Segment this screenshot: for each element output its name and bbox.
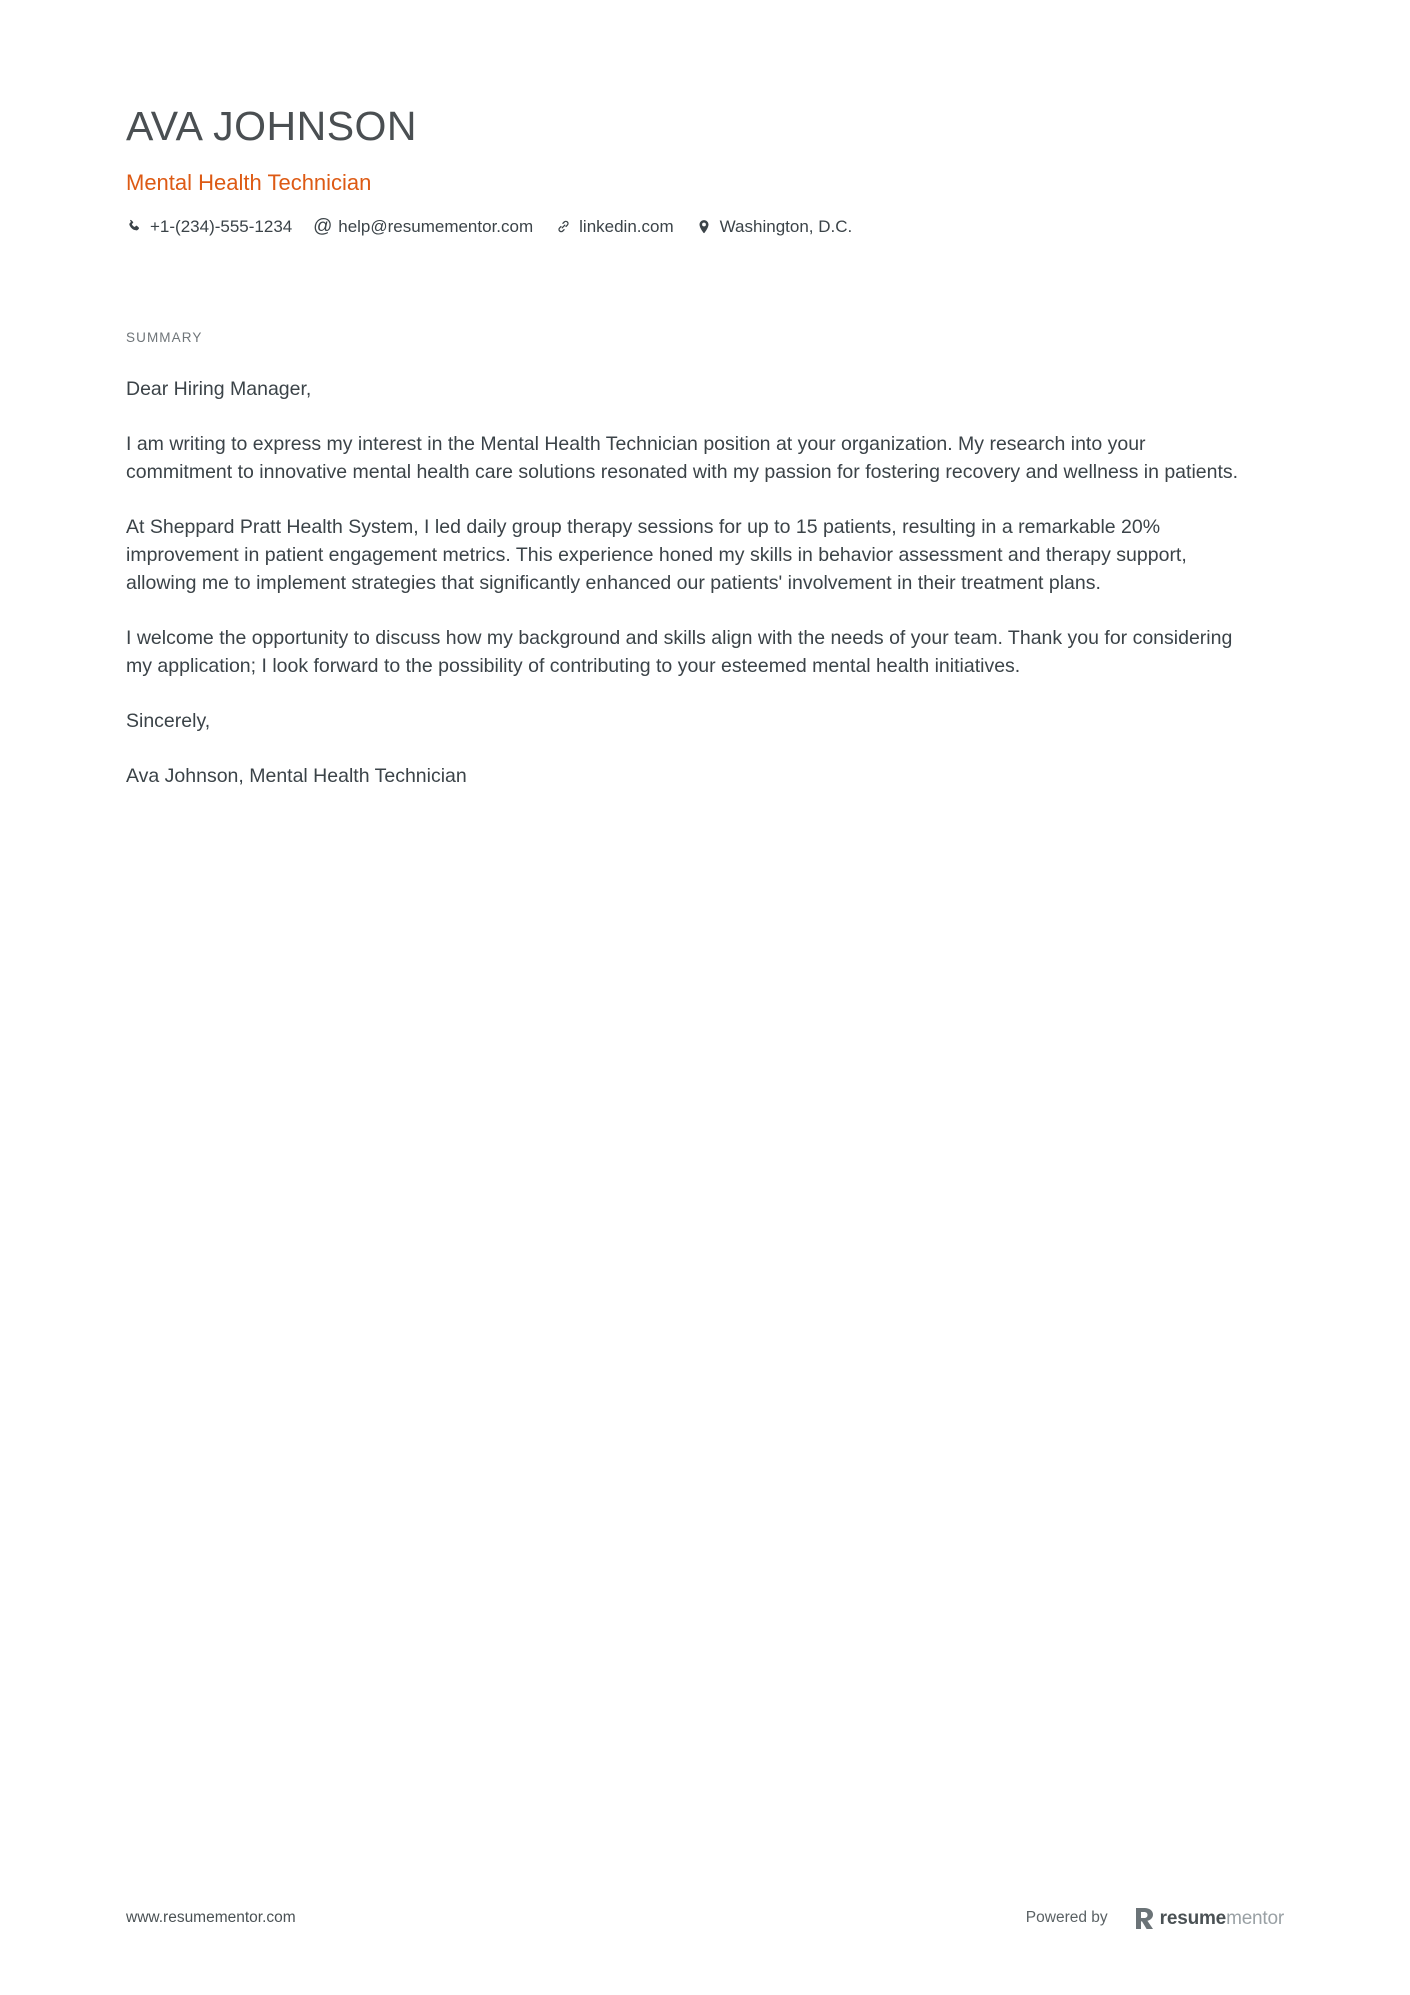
job-title: Mental Health Technician: [126, 170, 372, 196]
section-label-summary: SUMMARY: [126, 330, 203, 345]
powered-by-label: Powered by: [1025, 1909, 1108, 1926]
link-icon: [555, 218, 572, 235]
letter-paragraph-2: At Sheppard Pratt Health System, I led daily group therapy sessions for up to 15 patients, resulting in a remarkable 20% improvement in patient engagement metrics. This experience honed my skills in behavior assessment and therapy support, allowing me to implement strategies that significantly enhanced our patients' involvement in their treatment plans.: [126, 516, 1187, 594]
resumementor-wordmark: [1160, 1909, 1284, 1928]
location-pin-icon: [696, 218, 713, 235]
letter-paragraph-3: I welcome the opportunity to discuss how my background and skills align with the needs of your team. Thank you for considering my application; I look forward to the possibility of contributing to your esteemed mental health initiatives.: [126, 627, 1233, 677]
resumementor-logo[interactable]: [1136, 1908, 1284, 1929]
page-title: AVA JOHNSON: [126, 103, 418, 149]
phone-icon: [126, 218, 143, 235]
brand-text-light: mentor: [1226, 1907, 1284, 1929]
document-footer: [0, 1903, 1410, 1933]
contact-linkedin-value: linkedin.com: [579, 217, 674, 237]
letter-closing: Sincerely,: [126, 710, 211, 732]
contact-linkedin[interactable]: [555, 218, 674, 235]
contact-location-value: Washington, D.C.: [719, 217, 853, 237]
email-icon: @: [313, 216, 333, 238]
contact-row: [126, 216, 1286, 238]
letter-signature: Ava Johnson, Mental Health Technician: [126, 765, 467, 787]
footer-branding: [1026, 1908, 1284, 1929]
contact-location[interactable]: [696, 218, 853, 235]
summary-section: [126, 330, 1248, 790]
contact-phone-value: +1-(234)-555-1234: [150, 217, 293, 237]
footer-website[interactable]: www.resumementor.com: [126, 1909, 296, 1926]
resumementor-mark-icon: [1136, 1908, 1153, 1929]
contact-email-value: help@resumementor.com: [338, 217, 534, 237]
letter-salutation: Dear Hiring Manager,: [126, 378, 312, 400]
contact-phone[interactable]: [126, 218, 292, 235]
contact-email[interactable]: [313, 216, 534, 238]
document-header: [126, 103, 1286, 238]
brand-text-strong: resume: [1159, 1907, 1227, 1929]
letter-paragraph-1: I am writing to express my interest in the Mental Health Technician position at your organization. My research into your commitment to innovative mental health care solutions resonated with my passion for fostering recovery and wellness in patients.: [126, 433, 1239, 483]
